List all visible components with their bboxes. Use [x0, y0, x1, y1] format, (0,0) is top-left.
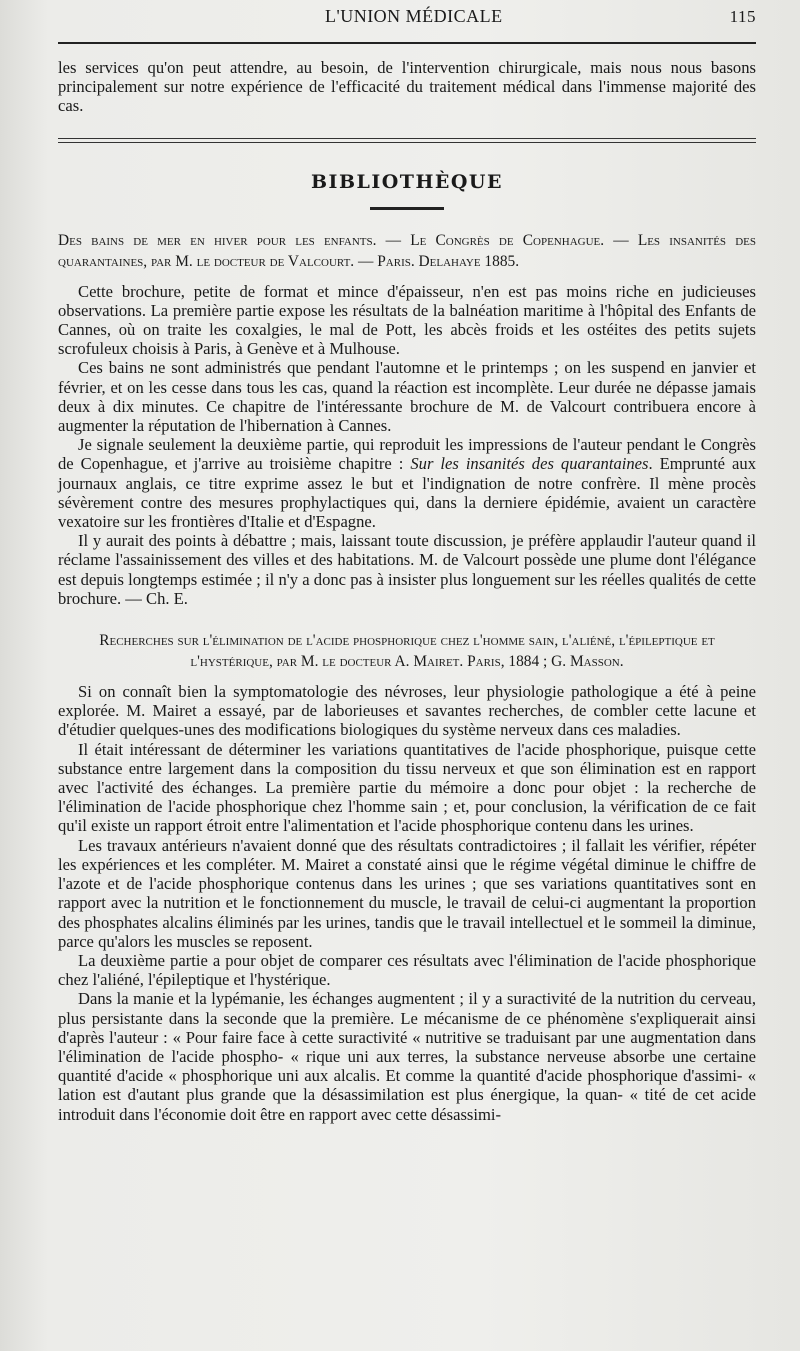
review2-paragraph-2: Il était intéressant de déterminer les variations quantitatives de l'acide phosphorique, puisque cette substance entre largement dans la composition du tissu nerveux et que son élimination est en rapport avec l'activité des échanges. La première partie du mémoire a donc pour objet : la recherche de l'élimination de l'acide phosphorique chez l'homme sain ; et, pour conclusion, la vérification de ce fait qu'il existe un rapport étroit entre l'alimentation et l'acide phosphorique contenu dans les urines.: [58, 739, 756, 836]
running-header: [58, 0, 756, 32]
review2-paragraph-1: Si on connaît bien la symptomatologie des névroses, leur physiologie pathologique a été à peine explorée. M. Mairet a essayé, par de laborieuses et savantes recherches, de combler cette lacune et d'étudier quelques-unes des modifications biologiques du système nerveux dans ces maladies.: [58, 682, 756, 740]
intro-paragraph: les services qu'on peut attendre, au besoin, de l'intervention chirurgicale, mais nous nous basons principalement sur notre expérience de l'efficacité du traitement médical dans l'immense majorité des cas.: [58, 58, 756, 116]
review1-paragraph-2: Ces bains ne sont administrés que pendant l'automne et le printemps ; on les suspend en janvier et février, et on les cesse dans tous les cas, quand la réaction est incomplète. Leur durée ne dépasse jamais deux à dix minutes. Ce chapitre de l'intéressante brochure de M. de Valcourt contribuera encore à augmenter la réputation de l'hibernation à Cannes.: [58, 358, 756, 436]
page-number: 115: [729, 7, 756, 26]
title-underline: [370, 207, 444, 210]
section-divider: [58, 138, 756, 143]
review2-paragraph-3: Les travaux antérieurs n'avaient donné que des résultats contradictoires ; il fallait les vérifier, répéter les expériences et les compléter. M. Mairet a constaté ainsi que le régime végétal diminue le chiffre de l'azote et de l'acide phosphorique contenus dans les urines ; que ses variations quantitatives sont en rapport avec la nutrition et le fonctionnement du muscle, le travail de celui-ci augmentant la proportion des phosphates alcalins éliminés par les urines, tandis que le travail intellectuel et le sommeil la diminue, parce qu'alors les muscles se reposent.: [58, 835, 756, 951]
review1-p3-end: . Emprunté aux journaux anglais, ce titre exprime assez le but et l'indignation de notre confrère. Il mène procès sévèrement contre des mesures prophylactiques qui, dans la derniere épidémie, avaient un caractère vexatoire sur les frontières d'Italie et d'Espagne.: [58, 454, 756, 532]
review1-p3-start: Je signale seulement la deuxième partie, qui reproduit les impressions de l'auteur pendant le Congrès de Copenhague, et j'arrive au troisième chapitre :: [58, 435, 756, 474]
journal-title: L'UNION MÉDICALE: [324, 6, 503, 26]
review1-reference: Des bains de mer en hiver pour les enfants. — Le Congrès de Copenhague. — Les insanités des quarantaines, par M. le docteur de Valcourt. — Paris. Delahaye 1885.: [58, 231, 756, 270]
review2-paragraph-4: La deuxième partie a pour objet de comparer ces résultats avec l'élimination de l'acide phosphorique chez l'aliéné, l'épileptique et l'hystérique.: [58, 950, 756, 990]
review1-p3-italic-title: Sur les insanités des quarantaines: [410, 454, 649, 474]
review2-reference: Recherches sur l'élimination de l'acide phosphorique chez l'homme sain, l'aliéné, l'épileptique et l'hystérique, par M. le docteur A. Mairet. Paris, 1884 ; G. Masson.: [99, 632, 715, 671]
review2-paragraph-5: Dans la manie et la lypémanie, les échanges augmentent ; il y a suractivité de la nutrition du cerveau, plus persistante dans la seconde que la première. Le mécanisme de ce phénomène s'expliquerait ainsi d'après l'auteur : « Pour faire face à cette suractivité « nutritive se traduisant par une augmentation dans l'élimination de l'acide phospho- « rique uni aux terres, la substance nerveuse absorbe une certaine quantité d'acide « phosphorique uni aux alcalis. Et comme la quantité d'acide phosphorique d'assimi- « lation est d'autant plus grande que la désassimilation est plus énergique, la quan- « tité de cet acide introduit dans l'économie doit être en rapport avec cette désassimi-: [58, 989, 756, 1124]
review1-paragraph-1: Cette brochure, petite de format et mince d'épaisseur, n'en est pas moins riche en judicieuses observations. La première partie expose les résultats de la balnéation maritime à l'hôpital des Enfants de Cannes, où on traite les coxalgies, le mal de Pott, les abcès froids et les ostéites des petits sujets scrofuleux choisis à Paris, à Genève et à Mulhouse.: [58, 281, 756, 359]
review1-paragraph-4: Il y aurait des points à débattre ; mais, laissant toute discussion, je préfère applaudir l'auteur quand il réclame l'assainissement des villes et des habitations. M. de Valcourt possède une plume dont l'élégance est depuis longtemps estimée ; il n'y a donc pas à insister plus longuement sur les réelles qualités de cette brochure. — Ch. E.: [58, 531, 756, 608]
header-rule: [58, 42, 756, 44]
review1-paragraph-3: [58, 435, 756, 531]
section-title: BIBLIOTHÈQUE: [311, 170, 503, 193]
